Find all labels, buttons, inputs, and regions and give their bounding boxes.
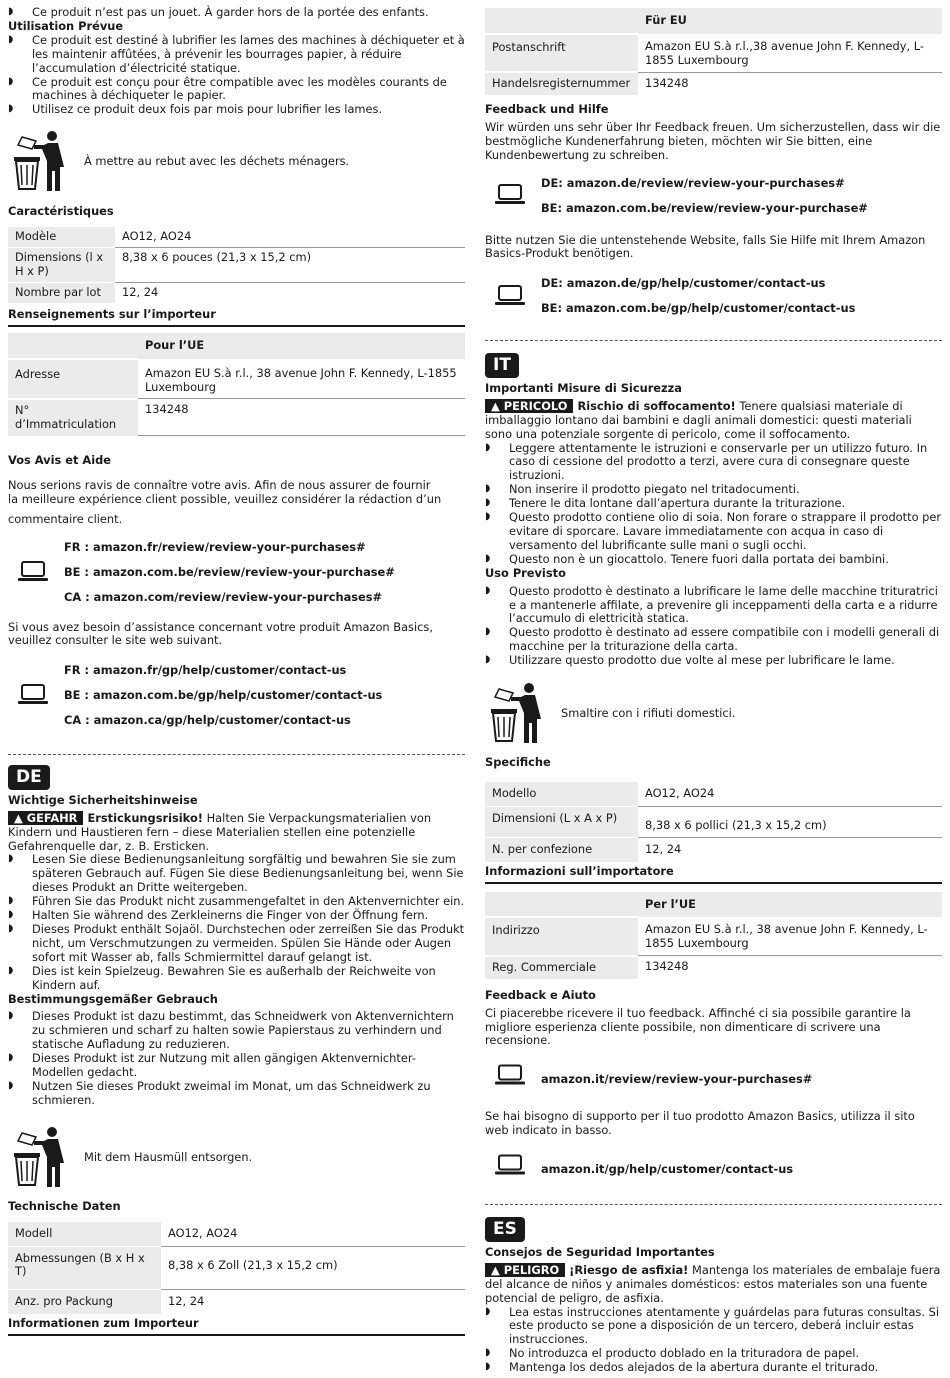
review-links [485,177,942,216]
language-badge-de: DE [8,765,50,790]
spec-key: N. per confezione [485,837,638,862]
section-title: Caractéristiques [8,204,114,219]
review-link-it[interactable]: amazon.it/review/review-your-purchases# [541,1072,813,1087]
crossed-bin-icon [8,127,68,197]
warning-badge: ▲ PERICOLO [485,399,573,413]
help-link-be[interactable]: BE: amazon.com.be/gp/help/customer/contact-us [541,301,856,316]
table-row [8,1222,465,1246]
disposal-row [8,127,465,197]
table-row [8,282,465,303]
laptop-icon [18,560,48,586]
spec-value: 12, 24 [168,1294,205,1309]
fr-top-list [8,6,465,20]
left-column [8,0,465,1336]
spec-key: Modell [8,1222,161,1246]
warning-badge: ▲ GEFAHR [8,811,83,825]
section-divider [485,1204,942,1205]
importer-key: Indirizzo [485,917,638,955]
feedback-text: commentaire client. [8,511,123,526]
importer-header: Für EU [638,8,942,34]
help-link-be[interactable]: BE : amazon.com.be/gp/help/customer/contact-us [64,688,383,703]
importer-key: N° d’Immatriculation [8,399,138,436]
list-item: ◗ Leggere attentamente le istruzioni e conservarle per un utilizzo futuro. In caso di cessione del prodotto a terzi, avere cura di consegnare queste istruzioni. [485,442,942,484]
section-title: Informationen zum Importeur [8,1317,465,1336]
warning-paragraph: ▲ PELIGRO ¡Riesgo de asfixia! Mantenga los materiales de embalaje fuera del alcance de niños y animales domésticos: estos materiales son una fuente potencial de peligro, de asfixia. [485,1262,941,1305]
table-row [8,1290,465,1315]
help-text: Se hai bisogno di supporto per il tuo prodotto Amazon Basics, utilizza il sito web indicato in basso. [485,1109,915,1138]
feedback-text: Wir würden uns sehr über Ihr Feedback freuen. Um sicherzustellen, dass wir die bestmögliche Kundenerfahrung bieten, möchten wir Sie bitten, eine Kundenbewertung zu schreiben. [485,120,941,162]
section-title: Informazioni sull’importatore [485,865,942,884]
laptop-icon [495,1154,525,1185]
help-link-it[interactable]: amazon.it/gp/help/customer/contact-us [541,1162,794,1177]
list-item: ◗ Dieses Produkt enthält Sojaöl. Durchstechen oder zerreißen Sie das Produkt nicht, um Verschmutzungen zu vermeiden. Spülen Sie Hände oder Augen sofort mit Wasser ab, falls Schmiermittel darauf gelangt ist. [8,923,465,965]
section-title: Renseignements sur l’importeur [8,308,465,327]
spec-value: 8,38 x 6 pouces (21,3 x 15,2 cm) [115,248,465,283]
review-link-ca[interactable]: CA : amazon.com/review/review-your-purchases# [64,589,383,604]
importer-key: Postanschrift [485,34,638,72]
spec-key: Nombre par lot [8,282,115,303]
table-row [8,1246,465,1290]
table-row [485,782,942,806]
list-item: ◗ Lea estas instrucciones atentamente y guárdelas para futuras consultas. Si este producto se pone a disposición de un tercero, deberá incluir estas instrucciones. [485,1306,942,1348]
list-item: ◗ Questo non è un giocattolo. Tenere fuori dalla portata dei bambini. [485,553,942,567]
list-item: ◗ Questo prodotto è destinato ad essere compatibile con i modelli generali di macchine per la triturazione della carta. [485,626,942,654]
importer-value: 134248 [645,959,689,974]
list-item: ◗ Ce produit est destiné à lubrifier les lames des machines à déchiqueter et à les maintenir affûtées, à prévenir les bourrages papier, à réduire l’accumulation d’électricité statique. [8,34,465,76]
table-row [485,837,942,862]
list-item: ◗ Dies ist kein Spielzeug. Bewahren Sie es außerhalb der Reichweite von Kindern auf. [8,965,465,993]
table-row [485,34,942,72]
spec-value: AO12, AO24 [161,1222,465,1246]
laptop-icon [18,683,48,709]
right-column [485,0,942,1375]
review-link-be[interactable]: BE : amazon.com.be/review/review-your-purchase# [64,564,395,579]
help-links [485,277,942,316]
list-item: ◗ Führen Sie das Produkt nicht zusammengefaltet in den Aktenvernichter ein. [8,895,465,909]
disposal-row [8,1122,465,1194]
help-link-fr[interactable]: FR : amazon.fr/gp/help/customer/contact-us [64,663,347,678]
help-text: Bitte nutzen Sie die untenstehende Website, falls Sie Hilfe mit Ihrem Amazon Basics-Produkt benötigen. [485,232,926,261]
help-links [485,1156,942,1182]
es-section [485,1217,942,1375]
feedback-text: Ci piacerebbe ricevere il tuo feedback. Affinché ci sia possibile garantire la migliore esperienza cliente possibile, non dimenticare di scrivere una recensione. [485,1005,911,1048]
table-row [8,227,465,247]
table-row [485,892,942,918]
list-item: ◗ Utilisez ce produit deux fois par mois pour lubrifier les lames. [8,103,465,117]
spec-value: 12, 24 [122,284,159,299]
fr-use-list [8,34,465,117]
importer-value: 134248 [645,75,689,90]
help-link-de[interactable]: DE: amazon.de/gp/help/customer/contact-us [541,276,826,291]
importer-value: 134248 [138,399,465,436]
section-divider [8,754,465,755]
spec-key: Dimensions (l x H x P) [8,248,115,283]
table-row [485,8,942,34]
spec-key: Anz. pro Packung [8,1290,161,1315]
section-title: Bestimmungsgemäßer Gebrauch [8,991,218,1006]
list-item: ◗ Mantenga los dedos alejados de la abertura durante el triturado. [485,1361,942,1375]
it-importer-table [485,892,942,979]
section-title: Technische Daten [8,1198,121,1213]
importer-header: Pour l’UE [138,333,465,359]
it-safety-list [485,442,942,567]
list-item: ◗ Utilizzare questo prodotto due volte al mese per lubrificare le lame. [485,654,942,668]
warning-paragraph: ▲ PERICOLO Rischio di soffocamento! Tenere qualsiasi materiale di imballaggio lontano dai bambini e dagli animali domestici: questi materiali sono una potenziale sorgente di pericolo, come il soffocamento. [485,398,912,441]
laptop-icon [495,183,525,209]
importer-key: Adresse [8,359,138,399]
de-safety-list [8,853,465,992]
crossed-bin-icon [485,678,545,750]
table-row [8,399,465,436]
feedback-text: la meilleure expérience client possible, veuillez considérer la rédaction d’un [8,492,442,507]
section-title: Specifiche [485,755,551,770]
list-item: ◗ Ce produit est conçu pour être compatible avec les modèles courants de machines à déchiqueter le papier. [8,76,465,104]
importer-value: Amazon EU S.à r.l., 38 avenue John F. Kennedy, L-1855 Luxembourg [138,359,465,399]
section-title: Feedback e Aiuto [485,987,596,1002]
spec-value: AO12, AO24 [115,227,465,247]
list-item: ◗ Tenere le dita lontane dall’apertura durante la triturazione. [485,497,942,511]
section-title: Importanti Misure di Sicurezza [485,380,682,395]
warning-icon: ▲ [14,810,23,825]
warning-badge: ▲ PELIGRO [485,1263,565,1277]
feedback-text: Nous serions ravis de connaître votre avis. Afin de nous assurer de fournir [8,478,431,493]
table-row [8,359,465,399]
list-item: ◗ Questo prodotto è destinato a lubrificare le lame delle macchine trituratrici e a mantenerle affilate, a prevenire gli inceppamenti della carta e a ridurre l’accumulo di elettricità statica. [485,585,942,627]
language-badge-es: ES [485,1217,525,1242]
importer-key: Reg. Commerciale [485,956,638,979]
de-spec-table [8,1222,465,1316]
section-title: Uso Previsto [485,565,566,580]
list-item: ◗ Non inserire il prodotto piegato nel tritadocumenti. [485,483,942,497]
section-title: Consejos de Seguridad Importantes [485,1244,715,1259]
table-row [8,248,465,283]
laptop-icon [495,1064,525,1095]
table-row [8,333,465,359]
importer-value: Amazon EU S.à r.l.,38 avenue John F. Kennedy, L-1855 Luxembourg [638,34,942,72]
de-importer-table [485,8,942,95]
list-item: ◗ Nutzen Sie dieses Produkt zweimal im Monat, um das Schneidwerk zu schmieren. [8,1080,465,1108]
list-item: ◗ No introduzca el producto doblado en la trituradora de papel. [485,1347,942,1361]
crossed-bin-icon [8,1122,68,1194]
table-row [485,917,942,955]
warning-icon: ▲ [491,1262,500,1277]
spec-key: Abmessungen (B x H x T) [8,1246,161,1290]
laptop-icon [495,284,525,310]
disposal-row [485,678,942,750]
it-spec-table [485,782,942,863]
spec-key: Dimensioni (L x A x P) [485,806,638,837]
table-row [485,806,942,837]
fr-importer-table [8,333,465,437]
disposal-text: Smaltire con i rifiuti domestici. [561,706,736,721]
es-safety-list [485,1306,942,1376]
review-links [8,541,465,605]
list-item: ◗ Halten Sie während des Zerkleinerns die Finger von der Öffnung fern. [8,909,465,923]
list-item: ◗ Lesen Sie diese Bedienungsanleitung sorgfältig und bewahren Sie sie zum späteren Gebrauch auf. Fügen Sie diese Bedienungsanleitung bei, wenn Sie dieses Produkt an Dritte weitergeben. [8,853,465,895]
review-link-be[interactable]: BE: amazon.com.be/review/review-your-purchase# [541,200,868,215]
table-row [485,956,942,979]
section-divider [485,340,942,341]
section-title: Wichtige Sicherheitshinweise [8,792,198,807]
help-links [8,664,465,728]
table-row [485,72,942,95]
disposal-text: Mit dem Hausmüll entsorgen. [84,1149,253,1164]
spec-value: 12, 24 [645,841,682,856]
help-link-ca[interactable]: CA : amazon.ca/gp/help/customer/contact-us [64,713,351,728]
de-use-list [8,1010,465,1107]
list-item: ◗ Questo prodotto contiene olio di soia. Non forare o strappare il prodotto per evitare di sporcare. Lavare immediatamente con acqua in caso di versamento del lubrificante sulle mani o sugli occhi. [485,511,942,553]
importer-key: Handelsregisternummer [485,72,638,95]
review-links [485,1066,942,1092]
language-badge-it: IT [485,353,519,378]
spec-value: 8,38 x 6 Zoll (21,3 x 15,2 cm) [161,1246,465,1290]
importer-header: Per l’UE [638,892,942,918]
it-use-list [485,585,942,668]
spec-value: AO12, AO24 [638,782,942,806]
spec-value: 8,38 x 6 pollici (21,3 x 15,2 cm) [638,806,942,837]
help-text: Si vous avez besoin d’assistance concernant votre produit Amazon Basics, veuillez consulter le site web suivant. [8,619,433,648]
spec-key: Modèle [8,227,115,247]
section-title: Utilisation Prévue [8,18,124,33]
importer-value: Amazon EU S.à r.l., 38 avenue John F. Kennedy, L-1855 Luxembourg [638,917,942,955]
section-title: Vos Avis et Aide [8,453,111,468]
warning-icon: ▲ [491,398,500,413]
fr-spec-table [8,227,465,304]
section-title: Feedback und Hilfe [485,102,609,117]
warning-paragraph: ▲ GEFAHR Erstickungsrisiko! Halten Sie Verpackungsmaterialien von Kindern und Haustieren fern – diese Materialien stellen eine potenzielle Gefahrenquelle dar, z. B. Ersticken. [8,810,432,853]
it-section [485,353,942,1182]
review-link-fr[interactable]: FR : amazon.fr/review/review-your-purchases# [64,539,366,554]
spec-key: Modello [485,782,638,806]
review-link-de[interactable]: DE: amazon.de/review/review-your-purchases# [541,175,845,190]
de-section [8,765,465,1336]
disposal-text: À mettre au rebut avec les déchets ménagers. [84,154,350,169]
list-item: ◗ Dieses Produkt ist dazu bestimmt, das Schneidwerk von Aktenvernichtern zu schmieren und scharf zu halten sowie Papierstaus zu verhindern und statische Aufladung zu reduzieren. [8,1010,465,1052]
list-item: ◗ Ce produit n’est pas un jouet. À garder hors de la portée des enfants. [8,6,465,20]
list-item: ◗ Dieses Produkt ist zur Nutzung mit allen gängigen Aktenvernichter-Modellen gedacht. [8,1052,465,1080]
